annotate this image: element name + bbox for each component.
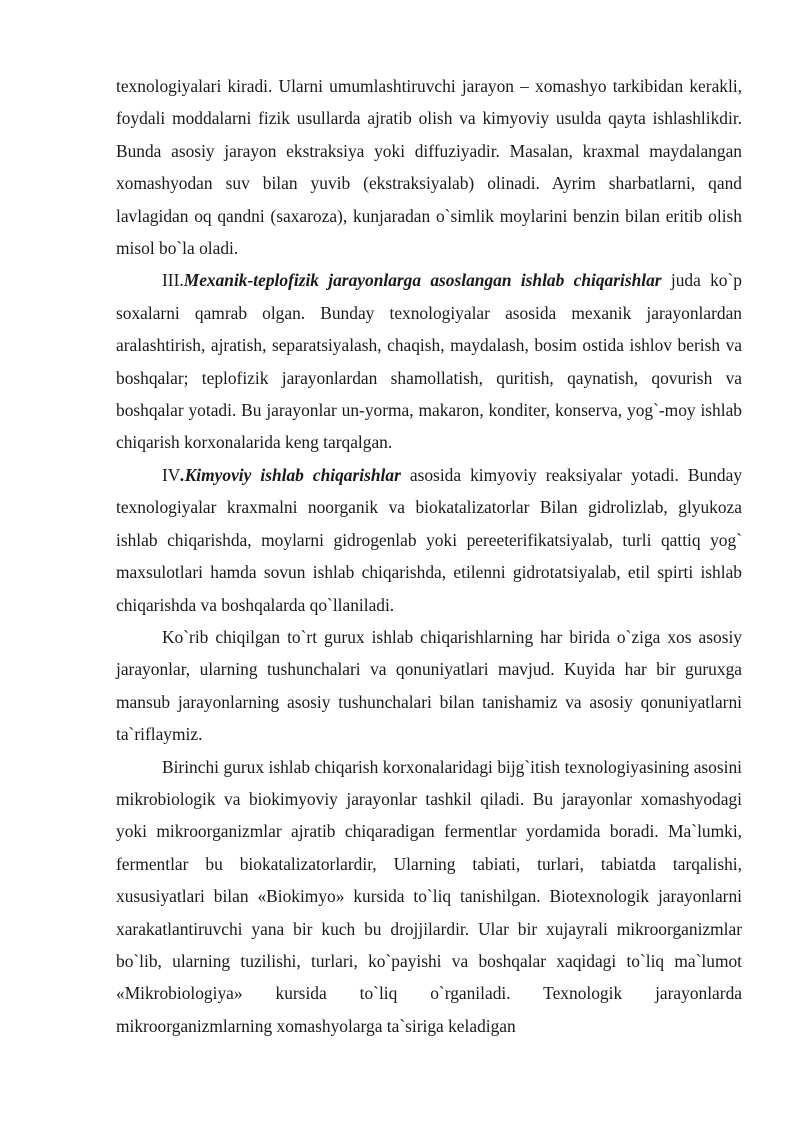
paragraph-text: asosida kimyoviy reaksiyalar yotadi. Bunday texnologiyalar kraxmalni noorganik va biokatalizatorlar Bilan gidrolizlab, glyukoza ishlab chiqarishda, moylarni gidrogenlab yoki pereeterifikatsiyalab, turli qattiq yog` maxsulotlari hamda sovun ishlab chiqarishda, etilenni gidrotatsiyalab, etil spirti ishlab chiqarishda va boshqalarda qo`llaniladi.: [116, 464, 743, 615]
paragraph-text: texnologiyalari kiradi. Ularni umumlashtiruvchi jarayon – xomashyo tarkibidan kerakli, foydali moddalarni fizik usullarda ajratib olish va kimyoviy usulda qayta ishlashlikdir. Bunda asosiy jarayon ekstraksiya yoki diffuziyadir. Masalan, kraxmal maydalangan xomashyodan suv bilan yuvib (ekstraksiyalab) olinadi. Ayrim sharbatlarni, qand lavlagidan oq qandni (saxaroza), kunjaradan o`simlik moylarini benzin bilan eritib olish misol bo`la oladi.: [116, 76, 742, 259]
paragraph-text: juda ko`p soxalarni qamrab olgan. Bunday texnologiyalar asosida mexanik jarayonlardan aralashtirish, ajratish, separatsiyalash, chaqish, maydalash, bosim ostida ishlov berish va boshqalar; teplofizik jarayonlardan shamollatish, quritish, qaynatish, qovurish va boshqalar yotadi. Bu jarayonlar un-yorma, makaron, konditer, konserva, yog`-moy ishlab chiqarish korxonalarida keng tarqalgan.: [116, 270, 742, 453]
paragraph-section-iii: [116, 264, 742, 458]
paragraph-4: [116, 621, 742, 751]
section-heading-emphasis: .Kimyoviy ishlab chiqarishlar: [180, 464, 401, 485]
paragraph-text: Ko`rib chiqilgan to`rt gurux ishlab chiqarishlarning har birida o`ziga xos asosiy jarayonlar, ularning tushunchalari va qonuniyatlari mavjud. Kuyida har bir guruxga mansub jarayonlarning asosiy tushunchalari bilan tanishamiz va asosiy qonuniyatlarni ta`riflaymiz.: [116, 626, 742, 745]
paragraph-1: [116, 70, 742, 264]
body-text: [116, 70, 742, 1042]
section-heading-emphasis: Mexanik-teplofizik jarayonlarga asoslangan ishlab chiqarishlar: [183, 270, 662, 291]
paragraph-5: [116, 751, 742, 1043]
paragraph-text: Birinchi gurux ishlab chiqarish korxonalaridagi bijg`itish texnologiyasining asosini mikrobiologik va biokimyoviy jarayonlar tashkil qiladi. Bu jarayonlar xomashyodagi yoki mikroorganizmlar ajratib chiqaradigan fermentlar yordamida boradi. Ma`lumki, fermentlar bu biokatalizatorlardir, Ularning tabiati, turlari, tabiatda tarqalishi, xususiyatlari bilan «Biokimyo» kursida to`liq tanishilgan. Biotexnologik jarayonlarni xarakatlantiruvchi yana bir kuch bu drojjilardir. Ular bir xujayrali mikroorganizmlar bo`lib, ularning tuzilishi, turlari, ko`payishi va boshqalar xaqidagi to`liq ma`lumot «Mikrobiologiya» kursida to`liq o`rganiladi. Texnologik jarayonlarda mikroorganizmlarning xomashyolarga ta`siriga keladigan: [116, 756, 742, 1036]
section-number: III.: [162, 270, 184, 291]
paragraph-section-iv: [116, 459, 742, 621]
section-number: IV: [162, 464, 181, 485]
